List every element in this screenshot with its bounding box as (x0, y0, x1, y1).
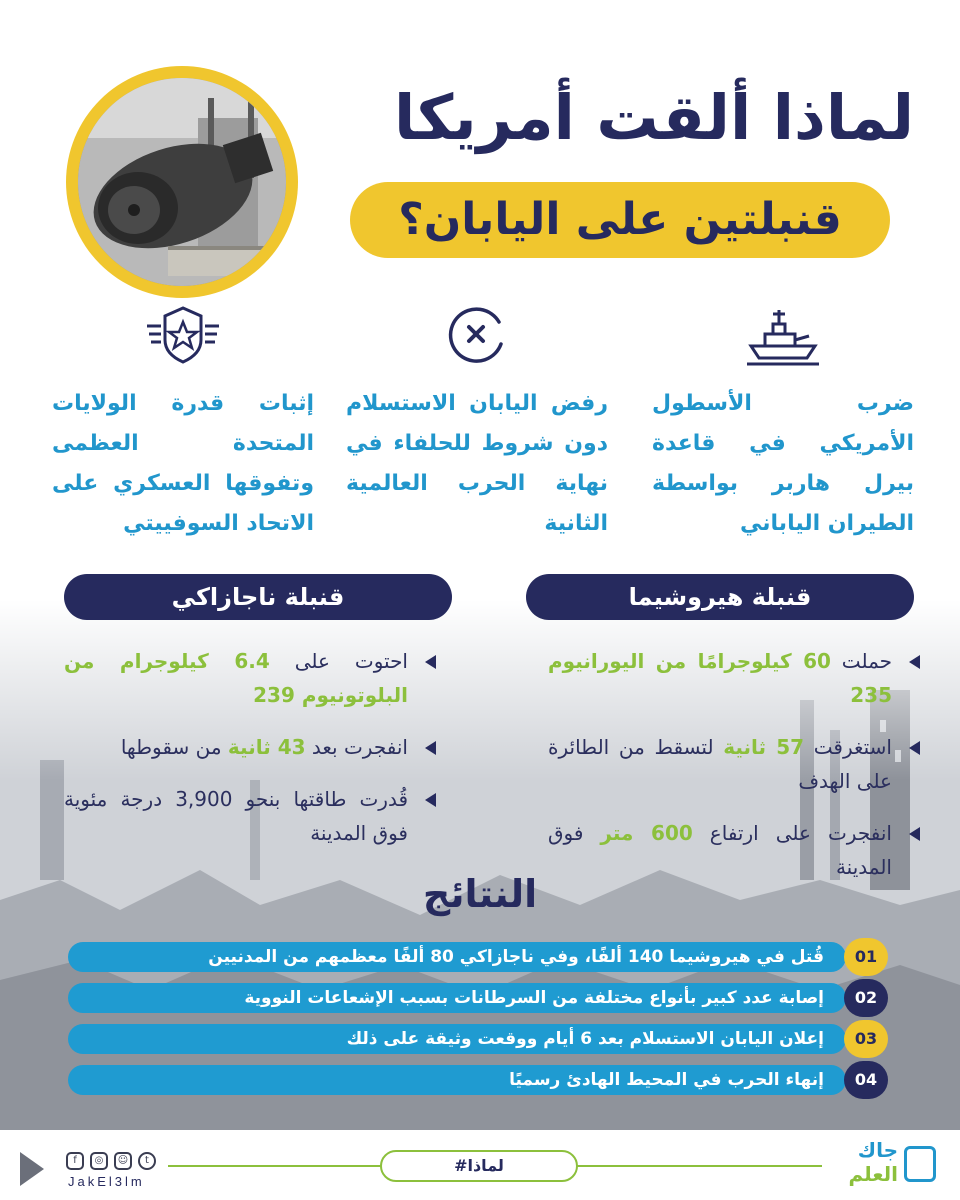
result-row (68, 942, 888, 972)
close-circle-icon (437, 300, 517, 370)
logo-line1: جاك (857, 1138, 898, 1162)
play-icon[interactable] (20, 1152, 44, 1186)
reason-card (346, 300, 608, 544)
nagasaki-facts (64, 644, 436, 868)
reason-text: رفض اليابان الاستسلام دون شروط للحلفاء في نهاية الحرب العالمية الثانية (346, 391, 608, 536)
instagram-icon[interactable]: ◎ (90, 1152, 108, 1170)
fact-item: انفجرت بعد 43 ثانية من سقوطها (64, 730, 436, 764)
logo-line2: العلم (848, 1162, 898, 1186)
fact-item: حملت 60 كيلوجرامًا من اليورانيوم 235 (548, 644, 920, 712)
bullet-arrow-icon (909, 827, 920, 841)
bullet-arrow-icon (425, 655, 436, 669)
facebook-icon[interactable]: f (66, 1152, 84, 1170)
reason-text: إثبات قدرة الولايات المتحدة العظمى وتفوقها العسكري على الاتحاد السوفييتي (52, 391, 314, 536)
result-text: قُتل في هيروشيما 140 ألفًا، وفي ناجازاكي 80 ألفًا معظمهم من المدنيين (68, 942, 846, 972)
bullet-arrow-icon (425, 793, 436, 807)
brand-logo[interactable] (830, 1136, 940, 1192)
atomic-bomb-image (78, 78, 286, 286)
result-row (68, 1024, 888, 1054)
result-row (68, 983, 888, 1013)
social-handle: JakEl3lm (68, 1174, 145, 1189)
fact-item: انفجرت على ارتفاع 600 متر فوق المدينة (548, 816, 920, 884)
result-row (68, 1065, 888, 1095)
result-number: 04 (844, 1061, 888, 1099)
social-links (20, 1148, 170, 1192)
warship-icon (743, 300, 823, 370)
page-title: لماذا ألقت أمريكا (394, 81, 914, 154)
result-text: إعلان اليابان الاستسلام بعد 6 أيام ووقعت وثيقة على ذلك (68, 1024, 846, 1054)
fact-item: قُدرت طاقتها بنحو 3,900 درجة مئوية فوق المدينة (64, 782, 436, 850)
bullet-arrow-icon (425, 741, 436, 755)
hiroshima-facts (548, 644, 920, 902)
hiroshima-title: قنبلة هيروشيما (526, 574, 914, 620)
chat-bubble-icon (904, 1146, 936, 1182)
bomb-photo-frame (66, 66, 298, 298)
reason-text: ضرب الأسطول الأمريكي في قاعدة بيرل هاربر بواسطة الطيران الياباني (652, 391, 914, 536)
snapchat-icon[interactable]: ☺ (114, 1152, 132, 1170)
bomb-photo (78, 78, 286, 286)
result-text: إنهاء الحرب في المحيط الهادئ رسميًا (68, 1065, 846, 1095)
fact-item: احتوت على 6.4 كيلوجرام من البلوتونيوم 239 (64, 644, 436, 712)
star-badge-icon (143, 300, 223, 370)
fact-item: استغرقت 57 ثانية لتسقط من الطائرة على الهدف (548, 730, 920, 798)
results-title: النتائج (422, 872, 538, 916)
result-text: إصابة عدد كبير بأنواع مختلفة من السرطانات بسبب الإشعاعات النووية (68, 983, 846, 1013)
reason-card (52, 300, 314, 544)
nagasaki-title: قنبلة ناجازاكي (64, 574, 452, 620)
bullet-arrow-icon (909, 655, 920, 669)
result-number: 03 (844, 1020, 888, 1058)
page-subtitle: قنبلتين على اليابان؟ (350, 182, 890, 258)
result-number: 01 (844, 938, 888, 976)
reason-card (652, 300, 914, 544)
bullet-arrow-icon (909, 741, 920, 755)
twitter-icon[interactable]: t (138, 1152, 156, 1170)
result-number: 02 (844, 979, 888, 1017)
hashtag-link[interactable]: #لماذا (380, 1150, 578, 1182)
